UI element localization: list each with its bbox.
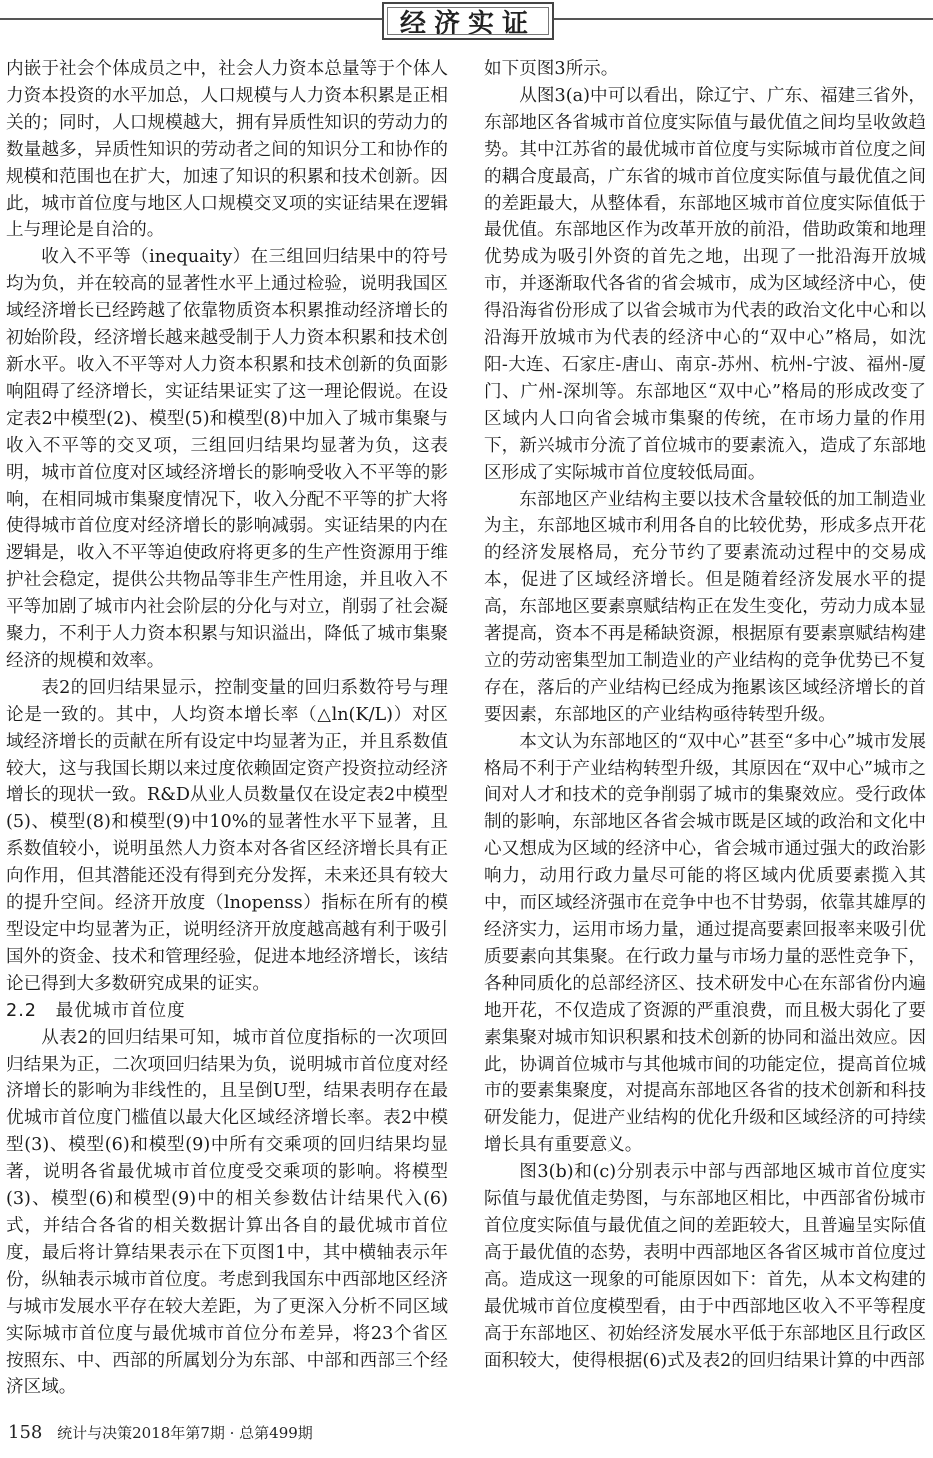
left-column (6, 56, 448, 1401)
paragraph: 图3(b)和(c)分别表示中部与西部地区城市首位度实际值与最优值走势图，与东部地区相比，中西部省份城市首位度实际值与最优值之间的差距较大，且普遍呈实际值高于最优值的态势，表明中西部地区各省区城市首位度过高。造成这一现象的可能原因如下：首先，从本文构建的最优城市首位度模型看，由于中西部地区收入不平等程度高于东部地区、初始经济发展水平低于东部地区且行政区面积较大，使得根据(6)式及表2的回归结果计算的中西部 (484, 1162, 926, 1371)
paragraph: 如下页图3所示。 (484, 59, 619, 79)
page-footer (8, 1422, 313, 1443)
paragraph: 从图3(a)中可以看出，除辽宁、广东、福建三省外，东部地区各省城市首位度实际值与最优值之间均呈收敛趋势。其中江苏省的最优城市首位度与实际城市首位度之间的耦合度最高，广东省的城市首位度实际值与最优值之间的差距最大，从整体看，东部地区城市首位度实际值低于最优值。东部地区作为改革开放的前沿，借助政策和地理优势成为吸引外资的首先之地，出现了一批沿海开放城市，并逐渐取代各省的省会城市，成为区域经济中心，使得沿海省份形成了以省会城市为代表的政治文化中心和以沿海开放城市为代表的经济中心的“双中心”格局，如沈阳-大连、石家庄-唐山、南京-苏州、杭州-宁波、福州-厦门、广州-深圳等。东部地区“双中心”格局的形成改变了区域内人口向省会城市集聚的传统，在市场力量的作用下，新兴城市分流了首位城市的要素流入，造成了东部地区形成了实际城市首位度较低局面。 (484, 85, 926, 483)
paragraph: 东部地区产业结构主要以技术含量较低的加工制造业为主，东部地区城市利用各自的比较优势，形成多点开花的经济发展格局，充分节约了要素流动过程中的交易成本，促进了区域经济增长。但是随着经济发展水平的提高，东部地区要素禀赋结构正在发生变化，劳动力成本显著提高，资本不再是稀缺资源，根据原有要素禀赋结构建立的劳动密集型加工制造业的产业结构的竞争优势已不复存在，落后的产业结构已经成为拖累该区域经济增长的首要因素，东部地区的产业结构亟待转型升级。 (484, 489, 926, 725)
paragraph: 内嵌于社会个体成员之中，社会人力资本总量等于个体人力资本投资的水平加总，人口规模与人力资本积累是正相关的；同时，人口规模越大，拥有异质性知识的劳动力的数量越多，异质性知识的劳动者之间的知识分工和协作的规模和范围也在扩大，加速了知识的积累和技术创新。因此，城市首位度与地区人口规模交叉项的实证结果在逻辑上与理论是自洽的。 (6, 59, 448, 241)
section-heading: 2.2 最优城市首位度 (6, 1000, 186, 1021)
right-column (484, 56, 926, 1374)
paragraph: 从表2的回归结果可知，城市首位度指标的一次项回归结果为正，二次项回归结果为负，说明城市首位度对经济增长的影响为非线性的，且呈倒U型，结果表明存在最优城市首位度门槛值以最大化区域经济增长率。表2中模型(3)、模型(6)和模型(9)中所有交乘项的回归结果均显著，说明各省最优城市首位度受交乘项的影响。将模型(3)、模型(6)和模型(9)中的相关参数估计结果代入(6)式，并结合各省的相关数据计算出各自的最优城市首位度，最后将计算结果表示在下页图1中，其中横轴表示年份，纵轴表示城市首位度。考虑到我国东中西部地区经济与城市发展水平存在较大差距，为了更深入分析不同区域实际城市首位度与最优城市首位分布差异，将23个省区按照东、中、西部的所属划分为东部、中部和西部三个经济区域。 (6, 1027, 448, 1398)
paragraph: 表2的回归结果显示，控制变量的回归系数符号与理论是一致的。其中，人均资本增长率（△ln(K/L)）对区域经济增长的贡献在所有设定中均显著为正，并且系数值较大，这与我国长期以来过度依赖固定资产投资拉动经济增长的现状一致。R&D从业人员数量仅在设定表2中模型(5)、模型(8)和模型(9)中10%的显著性水平下显著，且系数值较小，说明虽然人力资本对各省区经济增长具有正向作用，但其潜能还没有得到充分发挥，未来还具有较大的提升空间。经济开放度（lnopenss）指标在所有的模型设定中均显著为正，说明经济开放度越高越有利于吸引国外的资金、技术和管理经验，促进本地经济增长，该结论已得到大多数研究成果的证实。 (6, 677, 448, 994)
section-title: 经济实证 (382, 2, 554, 40)
paragraph: 收入不平等（inequaity）在三组回归结果中的符号均为负，并在较高的显著性水平上通过检验，说明我国区域经济增长已经跨越了依靠物质资本积累推动经济增长的初始阶段，经济增长越来越受制于人力资本积累和技术创新水平。收入不平等对人力资本积累和技术创新的负面影响阻碍了经济增长，实证结果证实了这一理论假说。在设定表2中模型(2)、模型(5)和模型(8)中加入了城市集聚与收入不平等的交叉项，三组回归结果均显著为负，这表明，城市首位度对区域经济增长的影响受收入不平等的影响，在相同城市集聚度情况下，收入分配不平等的扩大将使得城市首位度对经济增长的影响减弱。实证结果的内在逻辑是，收入不平等迫使政府将更多的生产性资源用于维护社会稳定，提供公共物品等非生产性用途，并且收入不平等加剧了城市内社会阶层的分化与对立，削弱了社会凝聚力，不利于人力资本积累与知识溢出，降低了城市集聚经济的规模和效率。 (6, 247, 448, 671)
page-number: 158 (8, 1422, 43, 1443)
journal-info: 统计与决策2018年第7期 · 总第499期 (57, 1424, 313, 1442)
paragraph: 本文认为东部地区的“双中心”甚至“多中心”城市发展格局不利于产业结构转型升级，其原因在“双中心”城市之间对人才和技术的竞争削弱了城市的集聚效应。受行政体制的影响，东部地区各省会城市既是区域的政治和文化中心又想成为区域的经济中心，省会城市通过强大的政治影响力，动用行政力量尽可能的将区域内优质要素揽入其中，而区域经济强市在竞争中也不甘势弱，依靠其雄厚的经济实力，运用市场力量，通过提高要素回报率来吸引优质要素向其集聚。在行政力量与市场力量的恶性竞争下，各种同质化的总部经济区、技术研发中心在东部省份内遍地开花，不仅造成了资源的严重浪费，而且极大弱化了要素集聚对城市知识积累和技术创新的协同和溢出效应。因此，协调首位城市与其他城市间的功能定位，提高首位城市的要素集聚度，对提高东部地区各省的技术创新和科技研发能力，促进产业结构的优化升级和区域经济的可持续增长具有重要意义。 (484, 731, 926, 1156)
